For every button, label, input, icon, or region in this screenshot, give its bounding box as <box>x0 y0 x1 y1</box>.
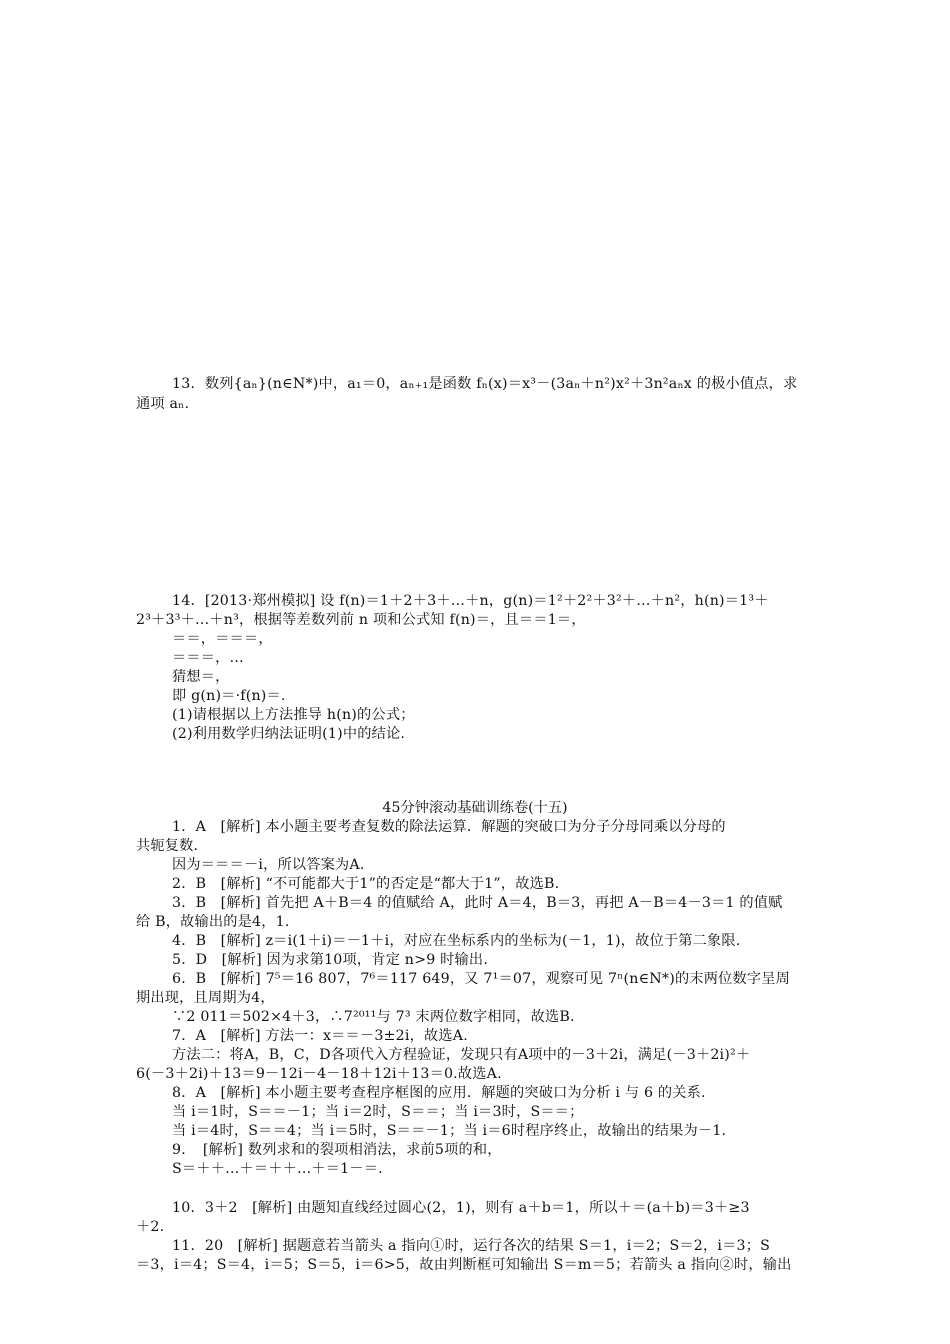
answer-line: 5．D [解析] 因为求第10项，肯定 n>9 时输出. <box>172 952 489 968</box>
answer-line: ＋2. <box>136 1219 165 1235</box>
answer-line: ∵2 011＝502×4＋3，∴7²⁰¹¹与 7³ 末两位数字相同，故选B. <box>172 1009 575 1025</box>
answer-line: S＝＋＋…＋＝＋＋…＋＝1－＝. <box>172 1161 383 1177</box>
answer-line: 11．20 [解析] 据题意若当箭头 a 指向①时，运行各次的结果 S＝1，i＝2；S＝2，i＝3；S <box>172 1238 771 1254</box>
answer-line: 10．3＋2 [解析] 由题知直线经过圆心(2，1)，则有 a＋b＝1，所以＋＝(a＋b)＝3＋≥3 <box>172 1200 750 1216</box>
answer-line: 7．A [解析] 方法一：x＝＝－3±2i，故选A. <box>172 1028 468 1044</box>
problem-13-line-1: 13．数列{aₙ}(n∈N*)中，a₁＝0，aₙ₊₁是函数 fₙ(x)＝x³－(3aₙ＋n²)x²＋3n²aₙx 的极小值点，求 <box>172 376 798 392</box>
answer-line: 1．A [解析] 本小题主要考查复数的除法运算．解题的突破口为分子分母同乘以分母的 <box>172 819 726 835</box>
answer-line: 共轭复数． <box>136 838 208 854</box>
problem-13-line-2: 通项 aₙ. <box>136 396 190 412</box>
problem-14-line-5: 猜想＝， <box>172 669 230 685</box>
problem-14-line-7: (1)请根据以上方法推导 h(n)的公式； <box>172 707 415 723</box>
answer-line: ＝3，i＝4；S＝4，i＝5；S＝5，i＝6>5，故由判断框可知输出 S＝m＝5；若箭头 a 指向②时，输出 <box>136 1257 792 1273</box>
answer-line: 4．B [解析] z＝i(1＋i)＝－1＋i，对应在坐标系内的坐标为(－1，1)，故位于第二象限. <box>172 933 741 949</box>
problem-14-line-4: ＝＝＝，… <box>172 650 244 666</box>
answer-line: 当 i＝1时，S＝＝－1；当 i＝2时，S＝＝；当 i＝3时，S＝＝； <box>172 1104 584 1120</box>
answer-line: 8．A [解析] 本小题主要考查程序框图的应用．解题的突破口为分析 i 与 6 的关系. <box>172 1085 706 1101</box>
answer-line: 6．B [解析] 7⁵＝16 807，7⁶＝117 649，又 7¹＝07，观察可见 7ⁿ(n∈N*)的末两位数字呈周 <box>172 971 791 987</box>
problem-14-line-8: (2)利用数学归纳法证明(1)中的结论. <box>172 726 406 742</box>
answer-line: 3．B [解析] 首先把 A＋B＝4 的值赋给 A，此时 A＝4，B＝3，再把 A－B＝4－3＝1 的值赋 <box>172 895 783 911</box>
answer-line: 2．B [解析] “不可能都大于1”的否定是“都大于1”，故选B. <box>172 876 560 892</box>
answer-line: 当 i＝4时，S＝＝4；当 i＝5时，S＝＝－1；当 i＝6时程序终止，故输出的结果为－1. <box>172 1123 727 1139</box>
answer-line: 因为＝＝＝－i，所以答案为A. <box>172 857 365 873</box>
problem-14-line-1: 14．[2013·郑州模拟] 设 f(n)＝1＋2＋3＋…＋n，g(n)＝1²＋2²＋3²＋…＋n²，h(n)＝1³＋ <box>172 593 769 609</box>
answer-line: 方法二：将A，B，C，D各项代入方程验证，发现只有A项中的－3＋2i，满足(－3＋2i)²＋ <box>172 1047 751 1063</box>
problem-14-line-3: ＝＝，＝＝＝， <box>172 631 273 647</box>
answer-line: 期出现，且周期为4， <box>136 990 275 1006</box>
answer-line: 给 B，故输出的是4，1. <box>136 914 290 930</box>
answer-line: 9． [解析] 数列求和的裂项相消法，求前5项的和， <box>172 1142 502 1158</box>
problem-14-line-2: 2³＋3³＋…＋n³，根据等差数列前 n 项和公式知 f(n)＝，且＝＝1＝， <box>136 612 586 628</box>
answer-line: 6(－3＋2i)＋13＝9－12i－4－18＋12i＋13＝0.故选A. <box>136 1066 502 1082</box>
problem-14-line-6: 即 g(n)＝·f(n)＝. <box>172 688 286 704</box>
answers-title: 45分钟滚动基础训练卷(十五) <box>382 800 568 816</box>
